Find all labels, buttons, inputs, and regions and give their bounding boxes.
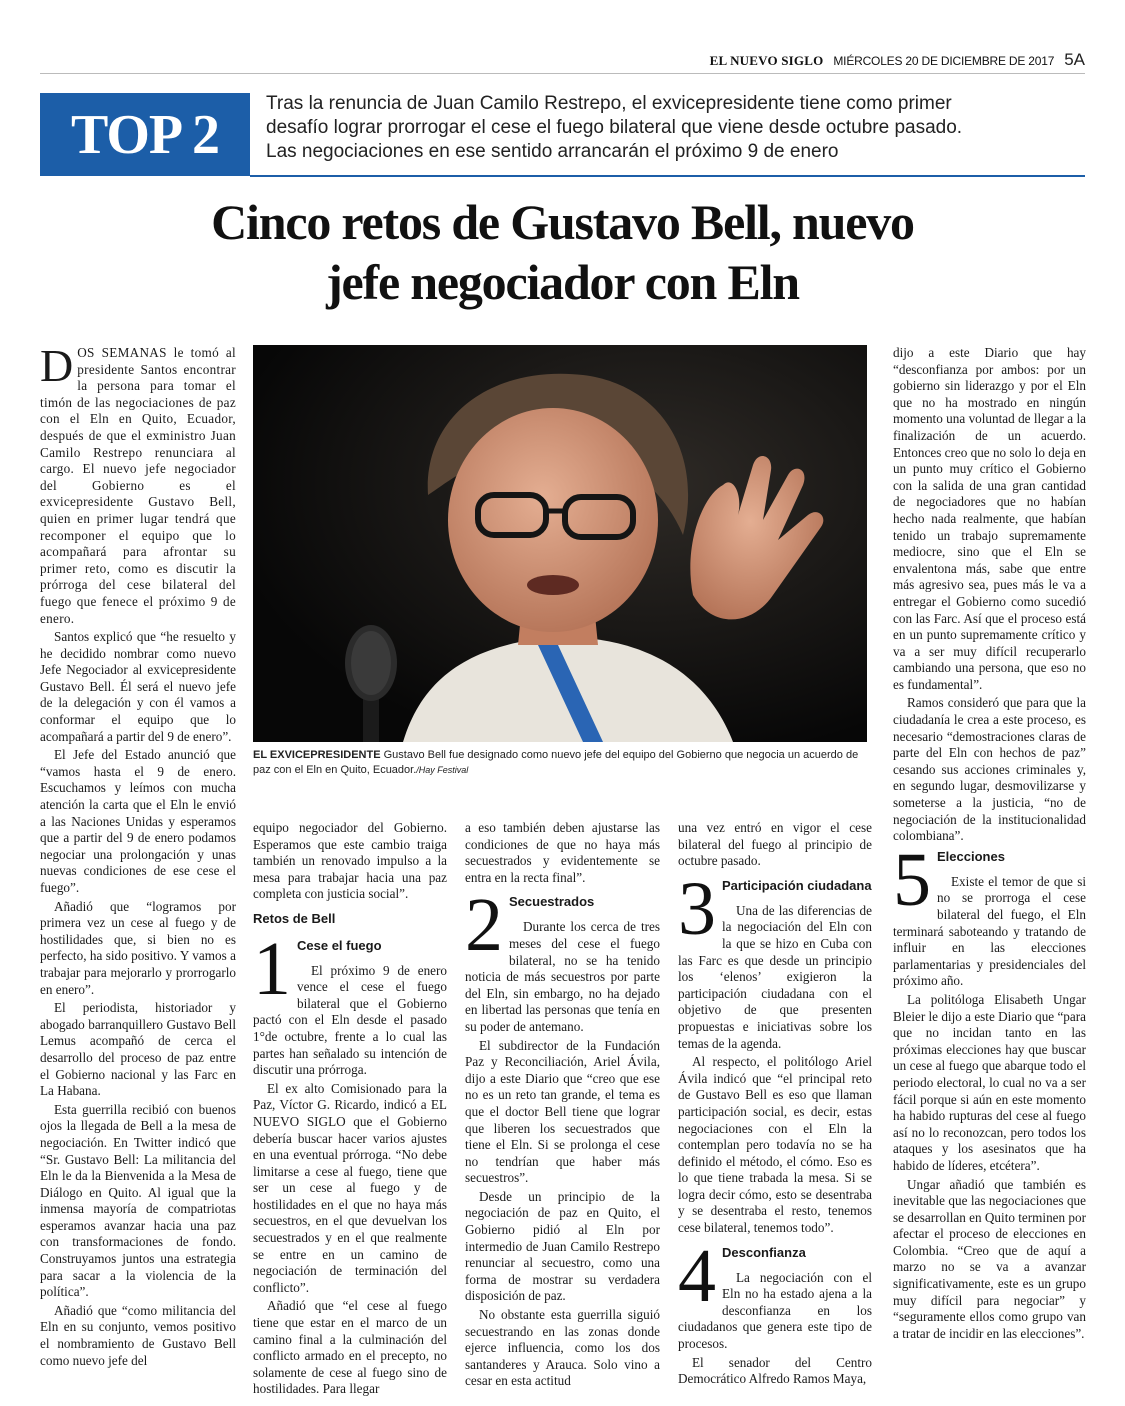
issue-date: MIÉRCOLES 20 DE DICIEMBRE DE 2017 bbox=[833, 54, 1055, 68]
photo-caption bbox=[253, 748, 867, 778]
reto-number: 2 bbox=[465, 883, 503, 968]
reto-number: 3 bbox=[678, 866, 716, 951]
headline-line: jefe negociador con Eln bbox=[326, 254, 799, 310]
paragraph: Esta guerrilla recibió con buenos ojos la llegada de Bell a la mesa de negociación. En Twitter indicó que “Sr. Gustavo Bell: La militancia del Eln le da la Bienvenida a la Mesa de Diálogo en Quito. Al igual que la inmensa mayoría de compatriotas esperamos avanzar hacia una paz con transformaciones de fondo. Construyamos juntos una estrategia para sacar a la violencia de la política”. bbox=[40, 1101, 236, 1300]
paragraph: Al respecto, el politólogo Ariel Ávila indicó que “el principal reto de Gustavo Bell es eso que llaman participación social, es decir, estas negociaciones con el Eln la contemplan pero todavía no se ha definido el método, el cómo. Eso es lo que tiene trabada la mesa. Si se logra decir cómo, esto se desentraba y se desentraba el resto, tenemos cese bilateral, tenemos todo”. bbox=[678, 1054, 872, 1236]
reto-title: Cese el fuego bbox=[297, 937, 382, 953]
masthead bbox=[710, 50, 1085, 70]
paragraph: equipo negociador del Gobierno. Esperamos que este cambio traiga también un renovado impulso a la mesa para trabajar hacia una paz completa con justicia social”. bbox=[253, 820, 447, 902]
reto-title: Secuestrados bbox=[509, 894, 595, 910]
reto-1 bbox=[253, 926, 447, 1079]
reto-title: Participación ciudadana bbox=[722, 877, 872, 893]
paragraph: dijo a este Diario que hay “desconfianza por ambos: por un gobierno sin liderazgo y por el Eln que no ha mostrado en ningún momento una voluntad de llegar a la finalización de un acuerdo. Entonces creo que no solo lo deja en un punto muy crítico el Gobierno con la salida de una gran cantidad de negociadores que no habían hecho nada realmente, que habían tenido un trabajo supremamente mediocre, sino que el Eln se envalentona más, sabe que entre más agresivo sea, pues más le va a entregar el Gobierno como sucedió con las Farc. Así que el proceso está en un punto supremamente crítico y va a ser muy difícil recuperarlo cambiando una persona, que eso no es fundamental”. bbox=[893, 345, 1086, 692]
reto-4 bbox=[678, 1233, 872, 1353]
section-title: Retos de Bell bbox=[253, 910, 336, 926]
newspaper-name: EL NUEVO SIGLO bbox=[709, 53, 824, 68]
reto-title: Elecciones bbox=[937, 848, 1005, 864]
paragraph: La negociación con el Eln no ha estado ajena a la desconfianza en los ciudadanos que genera este tipo de procesos. bbox=[678, 1269, 872, 1352]
article-column-3 bbox=[465, 820, 660, 1392]
kicker-rule bbox=[250, 175, 1085, 177]
paragraph: Una de las diferencias de la negociación del Eln con la que se hizo en Cuba con las Farc es que desde un principio los ‘elenos’ exigieron la participación ciudadana con el objetivo de que presenten propuestas e iniciativas sobre los temas de la agenda. bbox=[678, 902, 872, 1051]
lead-paragraph: DOS SEMANAS le tomó al presidente Santos encontrar la persona para tomar el timón de las negociaciones de paz con el Eln en Quito, Ecuador, después de que el exministro Juan Camilo Restrepo renunciara al cargo. El nuevo jefe negociador del Gobierno es el exvicepresidente Gustavo Bell, quien en primer lugar tendrá que recomponer el equipo que lo acompañará para afrontar su primer reto, como es discutir la prórroga del cese bilateral del fuego que fenece el próximo 9 de enero. bbox=[40, 340, 236, 626]
kicker-line: Las negociaciones en ese sentido arrancarán el próximo 9 de enero bbox=[266, 141, 839, 162]
top-label-box bbox=[40, 93, 250, 176]
paragraph: Añadió que “logramos por primera vez un cese al fuego y de hostilidades que, si bien no es perfecto, ha sido positivo. Y vamos a trabajar para mejorarlo y prorrogarlo en enero”. bbox=[40, 898, 236, 997]
reto-title: Desconfianza bbox=[722, 1244, 806, 1260]
reto-number: 1 bbox=[253, 926, 291, 1011]
paragraph: Añadió que “como militancia del Eln en su conjunto, vemos positivo el nombramiento de Gustavo Bell como nuevo jefe del bbox=[40, 1302, 236, 1368]
paragraph: Existe el temor de que si no se prorroga el cese bilateral del fuego, el Eln terminará saboteando y tratando de influir en las elecciones parlamentarias y presidenciales del próximo año. bbox=[893, 873, 1086, 989]
reto-5 bbox=[893, 837, 1086, 990]
paragraph: La politóloga Elisabeth Ungar Bleier le dijo a este Diario que “para que no incidan tanto en las próximas elecciones hay que buscar un cese al fuego que abarque todo el periodo electoral, lo cual no va a ser fácil porque si aún en este momento ha habido rupturas del cese al fuego así no lo reconozcan, pero todos los ataques y los asesinatos que ha habido de líderes, etcétera”. bbox=[893, 991, 1086, 1173]
drop-cap: D bbox=[40, 340, 74, 391]
paragraph: El periodista, historiador y abogado barranquillero Gustavo Bell Lemus acompañó de cerca el desarrollo del proceso de paz entre el Gobierno nacional y las Farc en La Habana. bbox=[40, 1000, 236, 1099]
paragraph: Santos explicó que “he resuelto y he decidido nombrar como nuevo Jefe Negociador al exvicepresidente Gustavo Bell. Él será el nuevo jefe de la delegación y con él vamos a conformar el equipo que lo acompañará a partir del 9 de enero”. bbox=[40, 629, 236, 744]
reto-2 bbox=[465, 883, 660, 1035]
article-column-2 bbox=[253, 820, 447, 1400]
paragraph: El senador del Centro Democrático Alfredo Ramos Maya, bbox=[678, 1354, 872, 1387]
caption-text: Gustavo Bell fue designado como nuevo jefe del equipo del Gobierno que negocia un acuerdo de paz con el Eln en Quito, Ecuador. bbox=[253, 749, 859, 776]
article-column-5 bbox=[893, 345, 1086, 1344]
article-column-4 bbox=[678, 820, 872, 1390]
top-label: TOP 2 bbox=[70, 103, 219, 166]
paragraph: una vez entró en vigor el cese bilateral del fuego al principio de octubre pasado. bbox=[678, 820, 872, 869]
paragraph: Ungar añadió que también es inevitable que las negociaciones que se desarrollan en Quito terminen por afectar el proceso de elecciones en Colombia. “Creo que de aquí a marzo no se va a avanzar significativamente, este es un grupo muy difícil para negociar” y “seguramente ellos como grupo van a tratar de incidir en las elecciones”. bbox=[893, 1176, 1086, 1341]
paragraph: El subdirector de la Fundación Paz y Reconciliación, Ariel Ávila, dijo a este Diario que “creo que ese no es un reto tan grande, el tema es que el doctor Bell tiene que lograr que liberen los secuestrados que tiene el Eln. Si se prolonga el cese no tendrían que haber más secuestros”. bbox=[465, 1037, 660, 1186]
headline-line: Cinco retos de Gustavo Bell, nuevo bbox=[211, 194, 914, 250]
reto-number: 5 bbox=[893, 837, 931, 922]
headline bbox=[40, 192, 1085, 312]
paragraph: El ex alto Comisionado para la Paz, Víctor G. Ricardo, indicó a EL NUEVO SIGLO que el Gobierno debería buscar hacer varios ajustes en una eventual prórroga. “No debe limitarse a cese al fuego, tiene que ser un cese al fuego y de hostilidades en el que no haya más secuestros, en el que devuelvan los secuestrados y en el que realmente se entre en un camino de negociación de terminación del conflicto”. bbox=[253, 1080, 447, 1295]
paragraph: Desde un principio de la negociación de paz en Quito, el Gobierno pidió al Eln por intermedio de Juan Camilo Restrepo renunciar al secuestro, como una forma de mostrar su verdadera disposición de paz. bbox=[465, 1188, 660, 1304]
paragraph: El próximo 9 de enero vence el cese el fuego bilateral que el Gobierno pactó con el Eln desde el pasado 1°de octubre, frente a lo cual las partes han señalado su intención de discutir una prórroga. bbox=[253, 962, 447, 1078]
reto-number: 4 bbox=[678, 1233, 716, 1318]
paragraph: No obstante esta guerrilla siguió secuestrando en las zonas donde ejerce influencia, como los dos santanderes y Arauca. Solo vino a cesar en esta actitud bbox=[465, 1307, 660, 1389]
paragraph: El Jefe del Estado anunció que “vamos hasta el 9 de enero. Escuchamos y leímos con mucha atención la carta que el Eln le envió a las Naciones Unidas y esperamos que a partir del 9 de enero podamos negociar una prolongación y unas nuevas condiciones de ese cese el fuego”. bbox=[40, 747, 236, 895]
paragraph: Durante los cerca de tres meses del cese el fuego bilateral, no se ha tenido noticia de más secuestros por parte del Eln, sin embargo, no ha dejado en libertad las personas que tenía en su poder de antemano. bbox=[465, 919, 660, 1034]
page-number: 5A bbox=[1064, 50, 1085, 69]
kicker-text bbox=[266, 92, 1086, 164]
paragraph: Añadió que “el cese al fuego tiene que estar en el marco de un camino final a la culminación del conflicto armado en el precepto, no solamente de cese al fuego sino de hostilidades. Para llegar bbox=[253, 1298, 447, 1397]
paragraph: a eso también deben ajustarse las condiciones de que no haya más secuestrados y evidentemente se entra en la recta final”. bbox=[465, 820, 660, 885]
article-photo bbox=[253, 345, 867, 742]
top-rule bbox=[40, 73, 1085, 74]
photo-illustration bbox=[253, 345, 867, 742]
photo-credit: /Hay Festival bbox=[416, 765, 469, 775]
paragraph: Ramos consideró que para que la ciudadanía le crea a este proceso, es necesario “demostraciones claras de parte del Eln con hechos de paz” cesando sus acciones criminales y, en segundo lugar, desmovilizarse y someterse a la justicia, “no de negociación de la institucionalidad colombiana”. bbox=[893, 695, 1086, 844]
article-column-1 bbox=[40, 340, 236, 1371]
kicker-line: desafío lograr prorrogar el cese el fuego bilateral que viene desde octubre pasado. bbox=[266, 117, 963, 138]
kicker-line: Tras la renuncia de Juan Camilo Restrepo, el exvicepresidente tiene como primer bbox=[266, 93, 952, 114]
reto-3 bbox=[678, 866, 872, 1052]
caption-lead: EL EXVICEPRESIDENTE bbox=[253, 749, 381, 761]
